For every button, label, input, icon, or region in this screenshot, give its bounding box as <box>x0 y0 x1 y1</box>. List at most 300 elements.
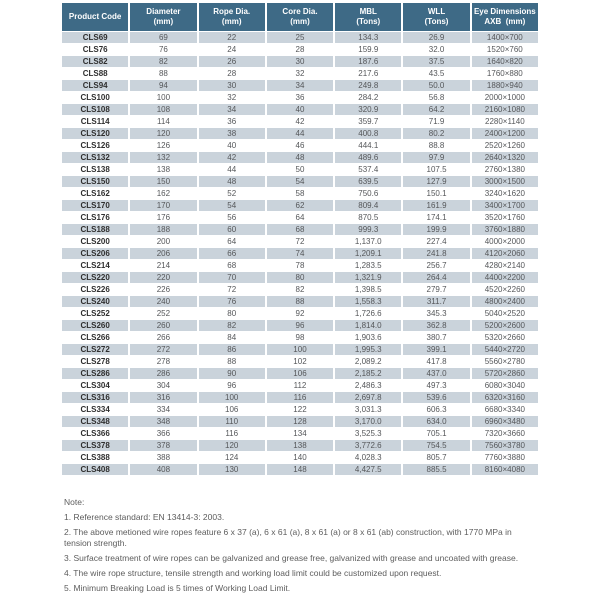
table-row <box>62 320 538 331</box>
product-code-cell: CLS150 <box>62 176 128 187</box>
value-cell: 6080×3040 <box>472 380 538 391</box>
value-cell: 82 <box>130 56 196 67</box>
value-cell: 199.9 <box>403 224 469 235</box>
table-row <box>62 176 538 187</box>
value-cell: 25 <box>267 32 333 43</box>
value-cell: 40 <box>199 140 265 151</box>
value-cell: 1,398.5 <box>335 284 401 295</box>
value-cell: 6680×3340 <box>472 404 538 415</box>
value-cell: 304 <box>130 380 196 391</box>
value-cell: 3520×1760 <box>472 212 538 223</box>
note-item: 1. Reference standard: EN 13414-3: 2003. <box>64 512 225 523</box>
value-cell: 226 <box>130 284 196 295</box>
column-header: Eye Dimensions AXB (mm) <box>472 3 538 31</box>
value-cell: 1640×820 <box>472 56 538 67</box>
value-cell: 150.1 <box>403 188 469 199</box>
value-cell: 252 <box>130 308 196 319</box>
value-cell: 76 <box>130 44 196 55</box>
product-code-cell: CLS126 <box>62 140 128 151</box>
value-cell: 2280×1140 <box>472 116 538 127</box>
value-cell: 138 <box>130 164 196 175</box>
note-item: 2. The above metioned wire ropes feature 6 x 37 (a), 6 x 61 (a), 8 x 61 (a) or 8 x 61 (ab) construction, with 1770 MPa in tension strength. <box>64 527 512 549</box>
value-cell: 606.3 <box>403 404 469 415</box>
value-cell: 68 <box>267 224 333 235</box>
value-cell: 5560×2780 <box>472 356 538 367</box>
product-code-cell: CLS266 <box>62 332 128 343</box>
value-cell: 3240×1620 <box>472 188 538 199</box>
table-row <box>62 224 538 235</box>
value-cell: 130 <box>199 464 265 475</box>
value-cell: 870.5 <box>335 212 401 223</box>
table-row <box>62 152 538 163</box>
value-cell: 98 <box>267 332 333 343</box>
notes-section <box>64 497 526 598</box>
value-cell: 134.3 <box>335 32 401 43</box>
product-code-cell: CLS388 <box>62 452 128 463</box>
value-cell: 82 <box>199 320 265 331</box>
product-code-cell: CLS316 <box>62 392 128 403</box>
value-cell: 3760×1880 <box>472 224 538 235</box>
value-cell: 241.8 <box>403 248 469 259</box>
value-cell: 1,283.5 <box>335 260 401 271</box>
value-cell: 286 <box>130 368 196 379</box>
value-cell: 176 <box>130 212 196 223</box>
value-cell: 1880×940 <box>472 80 538 91</box>
value-cell: 66 <box>199 248 265 259</box>
value-cell: 320.9 <box>335 104 401 115</box>
value-cell: 200 <box>130 236 196 247</box>
product-code-cell: CLS220 <box>62 272 128 283</box>
table-row <box>62 32 538 43</box>
value-cell: 537.4 <box>335 164 401 175</box>
value-cell: 754.5 <box>403 440 469 451</box>
value-cell: 34 <box>267 80 333 91</box>
value-cell: 1,558.3 <box>335 296 401 307</box>
value-cell: 96 <box>199 380 265 391</box>
table-row <box>62 140 538 151</box>
value-cell: 170 <box>130 200 196 211</box>
value-cell: 4280×2140 <box>472 260 538 271</box>
header-row <box>62 3 538 31</box>
value-cell: 1760×880 <box>472 68 538 79</box>
value-cell: 1,995.3 <box>335 344 401 355</box>
value-cell: 264.4 <box>403 272 469 283</box>
value-cell: 127.9 <box>403 176 469 187</box>
value-cell: 97.9 <box>403 152 469 163</box>
product-code-cell: CLS278 <box>62 356 128 367</box>
product-code-cell: CLS162 <box>62 188 128 199</box>
value-cell: 42 <box>267 116 333 127</box>
product-code-cell: CLS272 <box>62 344 128 355</box>
note-item: 5. Minimum Breaking Load is 5 times of Working Load Limit. <box>64 583 291 594</box>
value-cell: 114 <box>130 116 196 127</box>
product-code-cell: CLS200 <box>62 236 128 247</box>
product-code-cell: CLS69 <box>62 32 128 43</box>
value-cell: 162 <box>130 188 196 199</box>
value-cell: 74 <box>267 248 333 259</box>
table-row <box>62 380 538 391</box>
value-cell: 26.9 <box>403 32 469 43</box>
value-cell: 7760×3880 <box>472 452 538 463</box>
value-cell: 58 <box>267 188 333 199</box>
table-row <box>62 296 538 307</box>
product-code-cell: CLS252 <box>62 308 128 319</box>
value-cell: 54 <box>199 200 265 211</box>
table-row <box>62 404 538 415</box>
value-cell: 227.4 <box>403 236 469 247</box>
value-cell: 256.7 <box>403 260 469 271</box>
table-row <box>62 248 538 259</box>
value-cell: 4,427.5 <box>335 464 401 475</box>
value-cell: 266 <box>130 332 196 343</box>
value-cell: 6320×3160 <box>472 392 538 403</box>
value-cell: 36 <box>267 92 333 103</box>
value-cell: 217.6 <box>335 68 401 79</box>
table-row <box>62 452 538 463</box>
product-code-cell: CLS188 <box>62 224 128 235</box>
value-cell: 36 <box>199 116 265 127</box>
table-row <box>62 92 538 103</box>
product-code-cell: CLS170 <box>62 200 128 211</box>
value-cell: 72 <box>199 284 265 295</box>
value-cell: 1520×760 <box>472 44 538 55</box>
table-row <box>62 200 538 211</box>
value-cell: 362.8 <box>403 320 469 331</box>
product-code-cell: CLS138 <box>62 164 128 175</box>
value-cell: 32 <box>199 92 265 103</box>
value-cell: 108 <box>130 104 196 115</box>
table-row <box>62 356 538 367</box>
value-cell: 148 <box>267 464 333 475</box>
value-cell: 5440×2720 <box>472 344 538 355</box>
value-cell: 40 <box>267 104 333 115</box>
value-cell: 100 <box>199 392 265 403</box>
value-cell: 1,726.6 <box>335 308 401 319</box>
value-cell: 116 <box>267 392 333 403</box>
value-cell: 1,321.9 <box>335 272 401 283</box>
value-cell: 69 <box>130 32 196 43</box>
value-cell: 5200×2600 <box>472 320 538 331</box>
table-header <box>62 3 538 31</box>
value-cell: 70 <box>199 272 265 283</box>
product-code-cell: CLS132 <box>62 152 128 163</box>
table-row <box>62 344 538 355</box>
value-cell: 345.3 <box>403 308 469 319</box>
value-cell: 7320×3660 <box>472 428 538 439</box>
value-cell: 885.5 <box>403 464 469 475</box>
product-code-cell: CLS226 <box>62 284 128 295</box>
product-code-cell: CLS286 <box>62 368 128 379</box>
value-cell: 187.6 <box>335 56 401 67</box>
note-item: 3. Surface treatment of wire ropes can be galvanized and grease free, galvanized with grease and uncoated with grease. <box>64 553 519 564</box>
value-cell: 102 <box>267 356 333 367</box>
value-cell: 399.1 <box>403 344 469 355</box>
table-row <box>62 332 538 343</box>
column-header: WLL (Tons) <box>403 3 469 31</box>
value-cell: 38 <box>199 128 265 139</box>
wire-rope-sling-spec-table <box>60 2 540 476</box>
value-cell: 140 <box>267 452 333 463</box>
value-cell: 334 <box>130 404 196 415</box>
value-cell: 2160×1080 <box>472 104 538 115</box>
value-cell: 2520×1260 <box>472 140 538 151</box>
value-cell: 88.8 <box>403 140 469 151</box>
column-header: MBL (Tons) <box>335 3 401 31</box>
value-cell: 3400×1700 <box>472 200 538 211</box>
value-cell: 311.7 <box>403 296 469 307</box>
value-cell: 128 <box>267 416 333 427</box>
product-code-cell: CLS114 <box>62 116 128 127</box>
value-cell: 44 <box>199 164 265 175</box>
value-cell: 52 <box>199 188 265 199</box>
product-code-cell: CLS240 <box>62 296 128 307</box>
value-cell: 22 <box>199 32 265 43</box>
product-code-cell: CLS76 <box>62 44 128 55</box>
column-header: Rope Dia. (mm) <box>199 3 265 31</box>
table-row <box>62 440 538 451</box>
value-cell: 60 <box>199 224 265 235</box>
table-row <box>62 272 538 283</box>
value-cell: 316 <box>130 392 196 403</box>
table-row <box>62 212 538 223</box>
value-cell: 220 <box>130 272 196 283</box>
table-row <box>62 428 538 439</box>
product-code-cell: CLS206 <box>62 248 128 259</box>
value-cell: 80 <box>199 308 265 319</box>
table-row <box>62 68 538 79</box>
table-row <box>62 80 538 91</box>
value-cell: 1,814.0 <box>335 320 401 331</box>
column-header: Product Code <box>62 3 128 31</box>
product-code-cell: CLS108 <box>62 104 128 115</box>
value-cell: 2,486.3 <box>335 380 401 391</box>
value-cell: 2000×1000 <box>472 92 538 103</box>
value-cell: 359.7 <box>335 116 401 127</box>
value-cell: 3000×1500 <box>472 176 538 187</box>
value-cell: 809.4 <box>335 200 401 211</box>
product-code-cell: CLS334 <box>62 404 128 415</box>
value-cell: 5720×2860 <box>472 368 538 379</box>
column-header: Diameter (mm) <box>130 3 196 31</box>
table-row <box>62 56 538 67</box>
value-cell: 24 <box>199 44 265 55</box>
value-cell: 106 <box>199 404 265 415</box>
value-cell: 3,772.6 <box>335 440 401 451</box>
value-cell: 4520×2260 <box>472 284 538 295</box>
value-cell: 32.0 <box>403 44 469 55</box>
value-cell: 348 <box>130 416 196 427</box>
value-cell: 2400×1200 <box>472 128 538 139</box>
value-cell: 134 <box>267 428 333 439</box>
product-code-cell: CLS176 <box>62 212 128 223</box>
value-cell: 4800×2400 <box>472 296 538 307</box>
product-code-cell: CLS366 <box>62 428 128 439</box>
value-cell: 34 <box>199 104 265 115</box>
value-cell: 107.5 <box>403 164 469 175</box>
value-cell: 30 <box>199 80 265 91</box>
value-cell: 64.2 <box>403 104 469 115</box>
product-code-cell: CLS408 <box>62 464 128 475</box>
value-cell: 126 <box>130 140 196 151</box>
value-cell: 56 <box>199 212 265 223</box>
value-cell: 5320×2660 <box>472 332 538 343</box>
value-cell: 161.9 <box>403 200 469 211</box>
value-cell: 1,903.6 <box>335 332 401 343</box>
table-row <box>62 416 538 427</box>
value-cell: 5040×2520 <box>472 308 538 319</box>
value-cell: 159.9 <box>335 44 401 55</box>
value-cell: 54 <box>267 176 333 187</box>
table-row <box>62 260 538 271</box>
column-header: Core Dia. (mm) <box>267 3 333 31</box>
value-cell: 56.8 <box>403 92 469 103</box>
value-cell: 112 <box>267 380 333 391</box>
value-cell: 116 <box>199 428 265 439</box>
value-cell: 380.7 <box>403 332 469 343</box>
value-cell: 7560×3780 <box>472 440 538 451</box>
product-code-cell: CLS100 <box>62 92 128 103</box>
value-cell: 1,137.0 <box>335 236 401 247</box>
value-cell: 1400×700 <box>472 32 538 43</box>
value-cell: 72 <box>267 236 333 247</box>
value-cell: 437.0 <box>403 368 469 379</box>
value-cell: 1,209.1 <box>335 248 401 259</box>
table-body <box>62 32 538 475</box>
value-cell: 214 <box>130 260 196 271</box>
value-cell: 639.5 <box>335 176 401 187</box>
value-cell: 8160×4080 <box>472 464 538 475</box>
value-cell: 4120×2060 <box>472 248 538 259</box>
table-row <box>62 368 538 379</box>
value-cell: 999.3 <box>335 224 401 235</box>
value-cell: 50 <box>267 164 333 175</box>
value-cell: 634.0 <box>403 416 469 427</box>
value-cell: 279.7 <box>403 284 469 295</box>
value-cell: 124 <box>199 452 265 463</box>
value-cell: 50.0 <box>403 80 469 91</box>
value-cell: 6960×3480 <box>472 416 538 427</box>
product-code-cell: CLS82 <box>62 56 128 67</box>
value-cell: 444.1 <box>335 140 401 151</box>
value-cell: 4000×2000 <box>472 236 538 247</box>
table-row <box>62 284 538 295</box>
value-cell: 408 <box>130 464 196 475</box>
value-cell: 30 <box>267 56 333 67</box>
value-cell: 132 <box>130 152 196 163</box>
value-cell: 120 <box>130 128 196 139</box>
value-cell: 378 <box>130 440 196 451</box>
product-code-cell: CLS348 <box>62 416 128 427</box>
value-cell: 76 <box>199 296 265 307</box>
value-cell: 417.8 <box>403 356 469 367</box>
value-cell: 37.5 <box>403 56 469 67</box>
value-cell: 90 <box>199 368 265 379</box>
table-row <box>62 188 538 199</box>
value-cell: 120 <box>199 440 265 451</box>
value-cell: 2,089.2 <box>335 356 401 367</box>
value-cell: 48 <box>267 152 333 163</box>
value-cell: 100 <box>267 344 333 355</box>
value-cell: 88 <box>130 68 196 79</box>
value-cell: 80.2 <box>403 128 469 139</box>
value-cell: 64 <box>267 212 333 223</box>
table-row <box>62 308 538 319</box>
value-cell: 750.6 <box>335 188 401 199</box>
product-code-cell: CLS260 <box>62 320 128 331</box>
value-cell: 28 <box>199 68 265 79</box>
value-cell: 32 <box>267 68 333 79</box>
product-code-cell: CLS94 <box>62 80 128 91</box>
value-cell: 284.2 <box>335 92 401 103</box>
value-cell: 2760×1380 <box>472 164 538 175</box>
value-cell: 2640×1320 <box>472 152 538 163</box>
value-cell: 805.7 <box>403 452 469 463</box>
value-cell: 106 <box>267 368 333 379</box>
value-cell: 489.6 <box>335 152 401 163</box>
value-cell: 96 <box>267 320 333 331</box>
table-row <box>62 128 538 139</box>
value-cell: 82 <box>267 284 333 295</box>
product-code-cell: CLS214 <box>62 260 128 271</box>
notes-list <box>64 512 526 594</box>
value-cell: 88 <box>199 356 265 367</box>
value-cell: 71.9 <box>403 116 469 127</box>
table-row <box>62 392 538 403</box>
value-cell: 92 <box>267 308 333 319</box>
value-cell: 388 <box>130 452 196 463</box>
table-row <box>62 116 538 127</box>
value-cell: 2,697.8 <box>335 392 401 403</box>
value-cell: 4400×2200 <box>472 272 538 283</box>
value-cell: 3,031.3 <box>335 404 401 415</box>
value-cell: 86 <box>199 344 265 355</box>
value-cell: 94 <box>130 80 196 91</box>
value-cell: 240 <box>130 296 196 307</box>
value-cell: 84 <box>199 332 265 343</box>
value-cell: 80 <box>267 272 333 283</box>
product-code-cell: CLS88 <box>62 68 128 79</box>
notes-title: Note: <box>64 497 85 507</box>
value-cell: 46 <box>267 140 333 151</box>
note-item: 4. The wire rope structure, tensile strength and working load limit could be customized upon request. <box>64 568 442 579</box>
value-cell: 174.1 <box>403 212 469 223</box>
value-cell: 88 <box>267 296 333 307</box>
value-cell: 497.3 <box>403 380 469 391</box>
value-cell: 206 <box>130 248 196 259</box>
value-cell: 43.5 <box>403 68 469 79</box>
value-cell: 100 <box>130 92 196 103</box>
value-cell: 150 <box>130 176 196 187</box>
value-cell: 400.8 <box>335 128 401 139</box>
table-row <box>62 236 538 247</box>
value-cell: 3,525.3 <box>335 428 401 439</box>
value-cell: 42 <box>199 152 265 163</box>
value-cell: 539.6 <box>403 392 469 403</box>
value-cell: 78 <box>267 260 333 271</box>
product-code-cell: CLS120 <box>62 128 128 139</box>
value-cell: 249.8 <box>335 80 401 91</box>
value-cell: 260 <box>130 320 196 331</box>
value-cell: 48 <box>199 176 265 187</box>
value-cell: 4,028.3 <box>335 452 401 463</box>
value-cell: 26 <box>199 56 265 67</box>
value-cell: 272 <box>130 344 196 355</box>
value-cell: 28 <box>267 44 333 55</box>
product-code-cell: CLS378 <box>62 440 128 451</box>
value-cell: 2,185.2 <box>335 368 401 379</box>
value-cell: 110 <box>199 416 265 427</box>
product-code-cell: CLS304 <box>62 380 128 391</box>
